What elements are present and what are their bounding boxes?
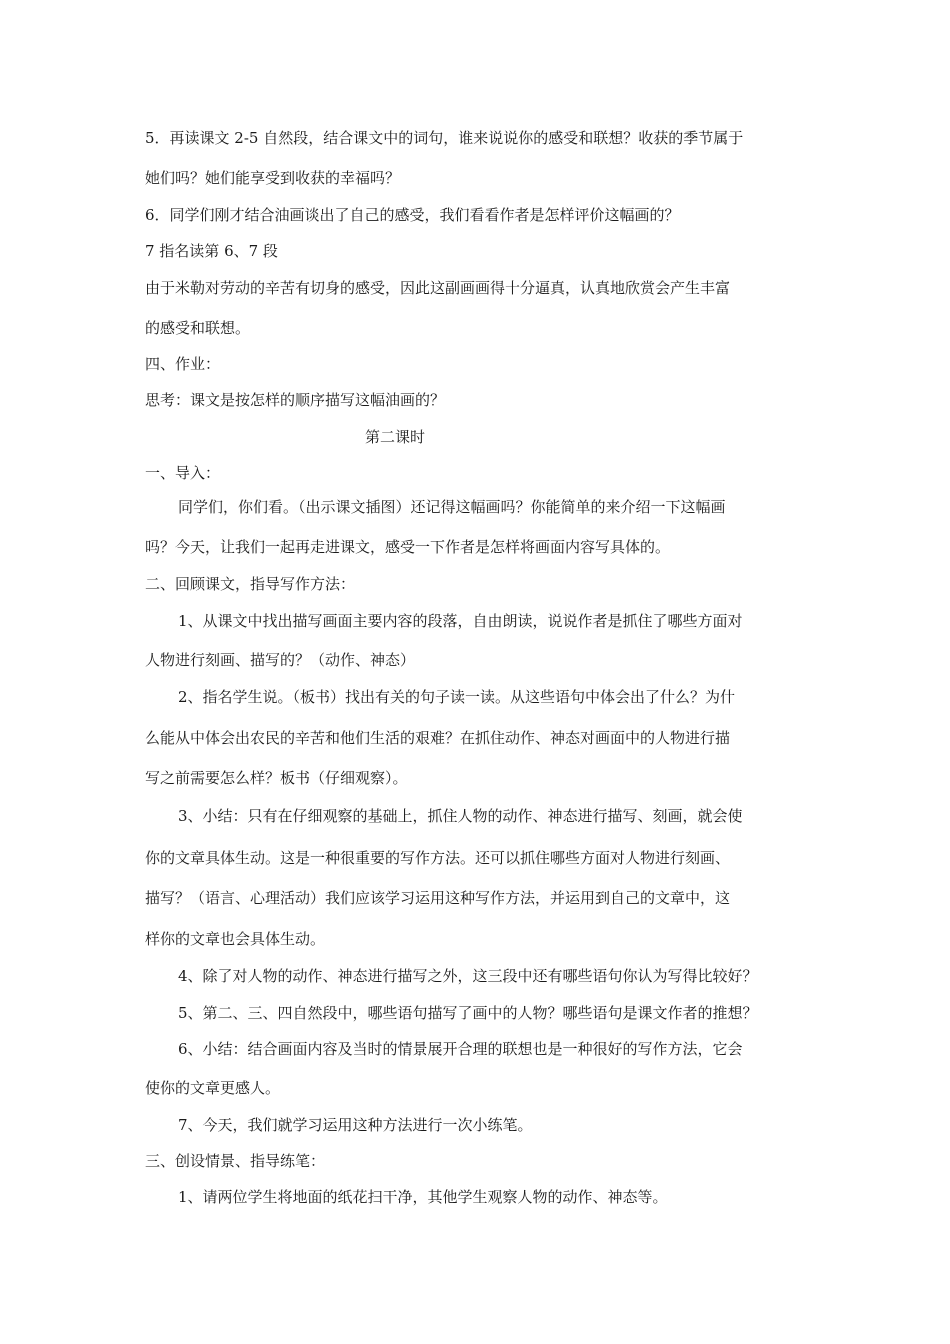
text-line: 3、小结：只有在仔细观察的基础上，抓住人物的动作、神态进行描写、刻画，就会使 [178, 807, 743, 825]
text-line: 5．再读课文 2-5 自然段，结合课文中的词句，谁来说说你的感受和联想？收获的季节属于 [145, 129, 744, 147]
text-line: 她们吗？她们能享受到收获的幸福吗？ [145, 169, 401, 187]
text-line: 1、请两位学生将地面的纸花扫干净，其他学生观察人物的动作、神态等。 [178, 1188, 668, 1206]
text-line: 描写？（语言、心理活动）我们应该学习运用这种写作方法，并运用到自己的文章中，这 [145, 889, 731, 907]
section-heading: 一、导入： [145, 464, 221, 482]
text-line: 7、今天，我们就学习运用这种方法进行一次小练笔。 [178, 1116, 533, 1134]
text-line: 么能从中体会出农民的辛苦和他们生活的艰难？在抓住动作、神态对画面中的人物进行描 [145, 729, 731, 747]
text-line: 1、从课文中找出描写画面主要内容的段落，自由朗读，说说作者是抓住了哪些方面对 [178, 612, 743, 630]
text-line: 人物进行刻画、描写的？（动作、神态） [145, 651, 416, 669]
section-heading: 三、创设情景、指导练笔： [145, 1152, 326, 1170]
text-line: 思考：课文是按怎样的顺序描写这幅油画的？ [145, 391, 446, 409]
text-line: 使你的文章更感人。 [145, 1079, 281, 1097]
text-line: 由于米勒对劳动的辛苦有切身的感受，因此这副画画得十分逼真，认真地欣赏会产生丰富 [145, 279, 731, 297]
text-line: 6、小结：结合画面内容及当时的情景展开合理的联想也是一种很好的写作方法，它会 [178, 1040, 743, 1058]
text-line: 2、指名学生说。（板书）找出有关的句子读一读。从这些语句中体会出了什么？为什 [178, 688, 736, 706]
text-line: 6．同学们刚才结合油画谈出了自己的感受，我们看看作者是怎样评价这幅画的？ [145, 206, 680, 224]
lesson-title: 第二课时 [364, 428, 425, 446]
text-line: 吗？今天，让我们一起再走进课文，感受一下作者是怎样将画面内容写具体的。 [145, 538, 671, 556]
section-heading: 四、作业： [145, 355, 221, 373]
text-line: 同学们，你们看。（出示课文插图）还记得这幅画吗？你能简单的来介绍一下这幅画 [178, 498, 726, 516]
section-heading: 二、回顾课文，指导写作方法： [145, 575, 356, 593]
text-line: 样你的文章也会具体生动。 [145, 930, 326, 948]
text-line: 你的文章具体生动。这是一种很重要的写作方法。还可以抓住哪些方面对人物进行刻画、 [145, 849, 731, 867]
text-line: 写之前需要怎么样？板书（仔细观察）。 [145, 769, 408, 787]
text-line: 的感受和联想。 [145, 319, 251, 337]
text-line: 4、除了对人物的动作、神态进行描写之外，这三段中还有哪些语句你认为写得比较好？ [178, 967, 758, 985]
text-line: 5、第二、三、四自然段中，哪些语句描写了画中的人物？哪些语句是课文作者的推想？ [178, 1004, 758, 1022]
text-line: 7 指名读第 6、7 段 [145, 242, 278, 260]
